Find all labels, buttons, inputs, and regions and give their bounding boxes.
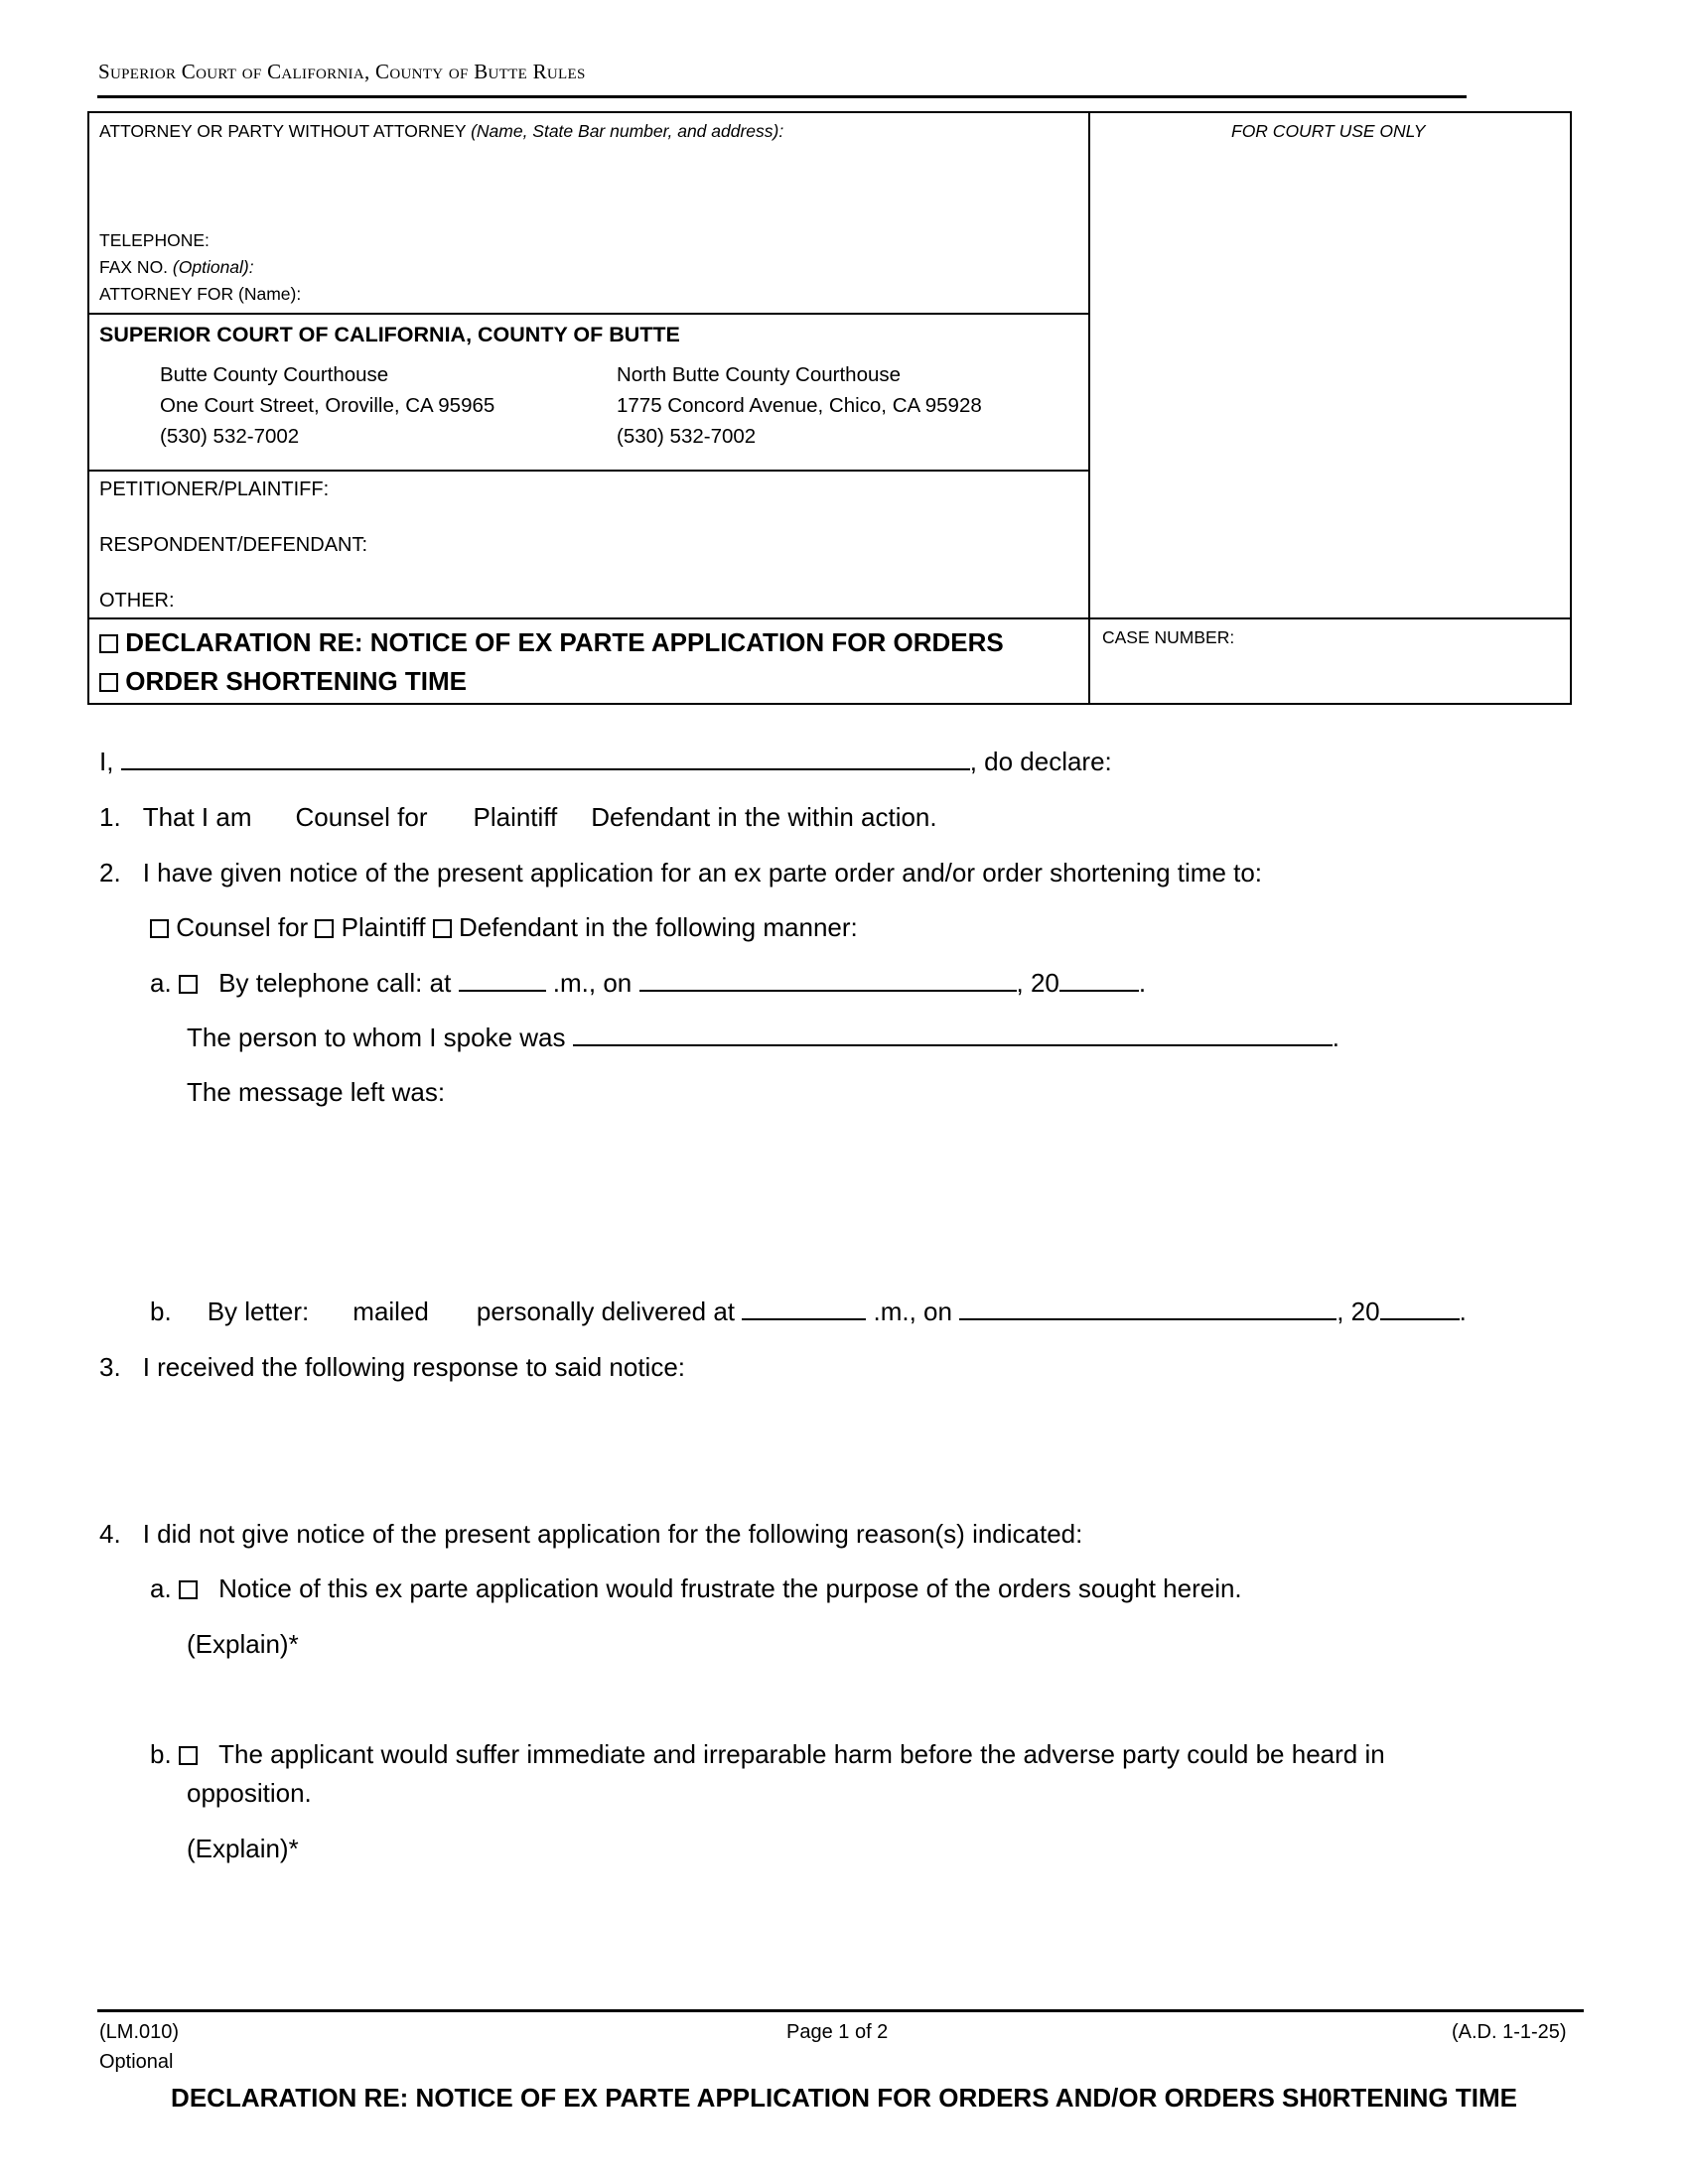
item-2-parties: Counsel for Plaintiff Defendant in the following manner:	[150, 912, 858, 943]
caption-rule	[87, 313, 1089, 315]
option-personally-delivered[interactable]: personally delivered at	[476, 1297, 736, 1326]
fax-field: FAX NO. (Optional):	[99, 257, 254, 277]
date-blank[interactable]	[639, 968, 1017, 992]
title-option-declaration[interactable]: DECLARATION RE: NOTICE OF EX PARTE APPLICATION FOR ORDERS	[99, 627, 1004, 658]
caption-rule	[87, 470, 1089, 472]
checkbox[interactable]	[99, 634, 118, 653]
adopted-date: (A.D. 1-1-25)	[1452, 2021, 1567, 2043]
attorney-field[interactable]	[99, 121, 783, 142]
checkbox[interactable]	[99, 673, 118, 692]
running-header: Superior Court of California, County of Butte Rules	[98, 60, 586, 83]
declarant-line: I, , do declare:	[99, 747, 1112, 776]
explain-label: (Explain)*	[187, 1834, 299, 1863]
item-4b: b. The applicant would suffer immediate and irreparable harm before the adverse party could be heard in	[150, 1739, 1385, 1769]
attorney-hint: (Name, State Bar number, and address):	[471, 121, 784, 141]
person-spoke-line: The person to whom I spoke was .	[187, 1023, 1339, 1052]
court-name: SUPERIOR COURT OF CALIFORNIA, COUNTY OF BUTTE	[99, 323, 680, 346]
year-blank[interactable]	[1380, 1297, 1460, 1320]
other-label: OTHER:	[99, 590, 175, 612]
telephone-label: TELEPHONE:	[99, 230, 210, 250]
option-plaintiff[interactable]: Plaintiff	[473, 802, 558, 832]
checkbox-frustrate[interactable]	[179, 1580, 198, 1599]
header-rule	[97, 95, 1467, 98]
item-3: 3. I received the following response to said notice:	[99, 1352, 686, 1382]
item-4: 4. I did not give notice of the present application for the following reason(s) indicated:	[99, 1519, 1083, 1549]
time-blank[interactable]	[742, 1297, 866, 1320]
item-2: 2. I have given notice of the present application for an ex parte order and/or order shortening time to:	[99, 858, 1263, 887]
checkbox-plaintiff[interactable]	[315, 919, 334, 938]
option-mailed[interactable]: mailed	[352, 1297, 429, 1326]
declarant-name-blank[interactable]	[121, 747, 970, 770]
caption-rule	[87, 617, 1572, 619]
time-blank[interactable]	[459, 968, 546, 992]
item-1: 1. That I am Counsel for Plaintiff Defendant in the within action.	[99, 802, 937, 832]
attorney-label: ATTORNEY OR PARTY WITHOUT ATTORNEY	[99, 121, 467, 141]
checkbox-telephone[interactable]	[179, 975, 198, 994]
petitioner-label: PETITIONER/PLAINTIFF:	[99, 478, 330, 500]
checkbox-defendant[interactable]	[433, 919, 452, 938]
checkbox-counsel[interactable]	[150, 919, 169, 938]
footer-title: DECLARATION RE: NOTICE OF EX PARTE APPLICATION FOR ORDERS AND/OR ORDERS SH0RTENING TIME	[171, 2083, 1517, 2113]
footer-rule	[97, 2009, 1584, 2012]
item-4b-continued: opposition.	[187, 1778, 312, 1808]
caption-divider	[1088, 111, 1090, 705]
item-2a: a. By telephone call: at .m., on , 20 .	[150, 968, 1147, 998]
case-number-label: CASE NUMBER:	[1102, 627, 1235, 647]
message-left-label: The message left was:	[187, 1077, 446, 1107]
courthouse-oroville: Butte County Courthouse One Court Street, Oroville, CA 95965 (530) 532-7002	[160, 363, 495, 448]
checkbox-harm[interactable]	[179, 1746, 198, 1765]
page-number: Page 1 of 2	[786, 2021, 889, 2043]
court-use-label: FOR COURT USE ONLY	[1231, 121, 1426, 141]
date-blank[interactable]	[959, 1297, 1336, 1320]
attorney-for-label: ATTORNEY FOR (Name):	[99, 284, 302, 304]
form-status: Optional	[99, 2051, 174, 2073]
form-number: (LM.010)	[99, 2021, 180, 2043]
courthouse-chico: North Butte County Courthouse 1775 Concord Avenue, Chico, CA 95928 (530) 532-7002	[617, 363, 982, 448]
person-blank[interactable]	[573, 1023, 1333, 1046]
item-2b: b. By letter: mailed personally delivered at .m., on , 20 .	[150, 1297, 1467, 1326]
option-counsel[interactable]: Counsel for	[295, 802, 428, 832]
respondent-label: RESPONDENT/DEFENDANT:	[99, 534, 368, 556]
explain-label: (Explain)*	[187, 1629, 299, 1659]
title-option-ost[interactable]: ORDER SHORTENING TIME	[99, 666, 467, 697]
option-defendant[interactable]: Defendant in the within action.	[591, 802, 937, 832]
year-blank[interactable]	[1059, 968, 1139, 992]
item-4a: a. Notice of this ex parte application would frustrate the purpose of the orders sought herein.	[150, 1573, 1242, 1603]
